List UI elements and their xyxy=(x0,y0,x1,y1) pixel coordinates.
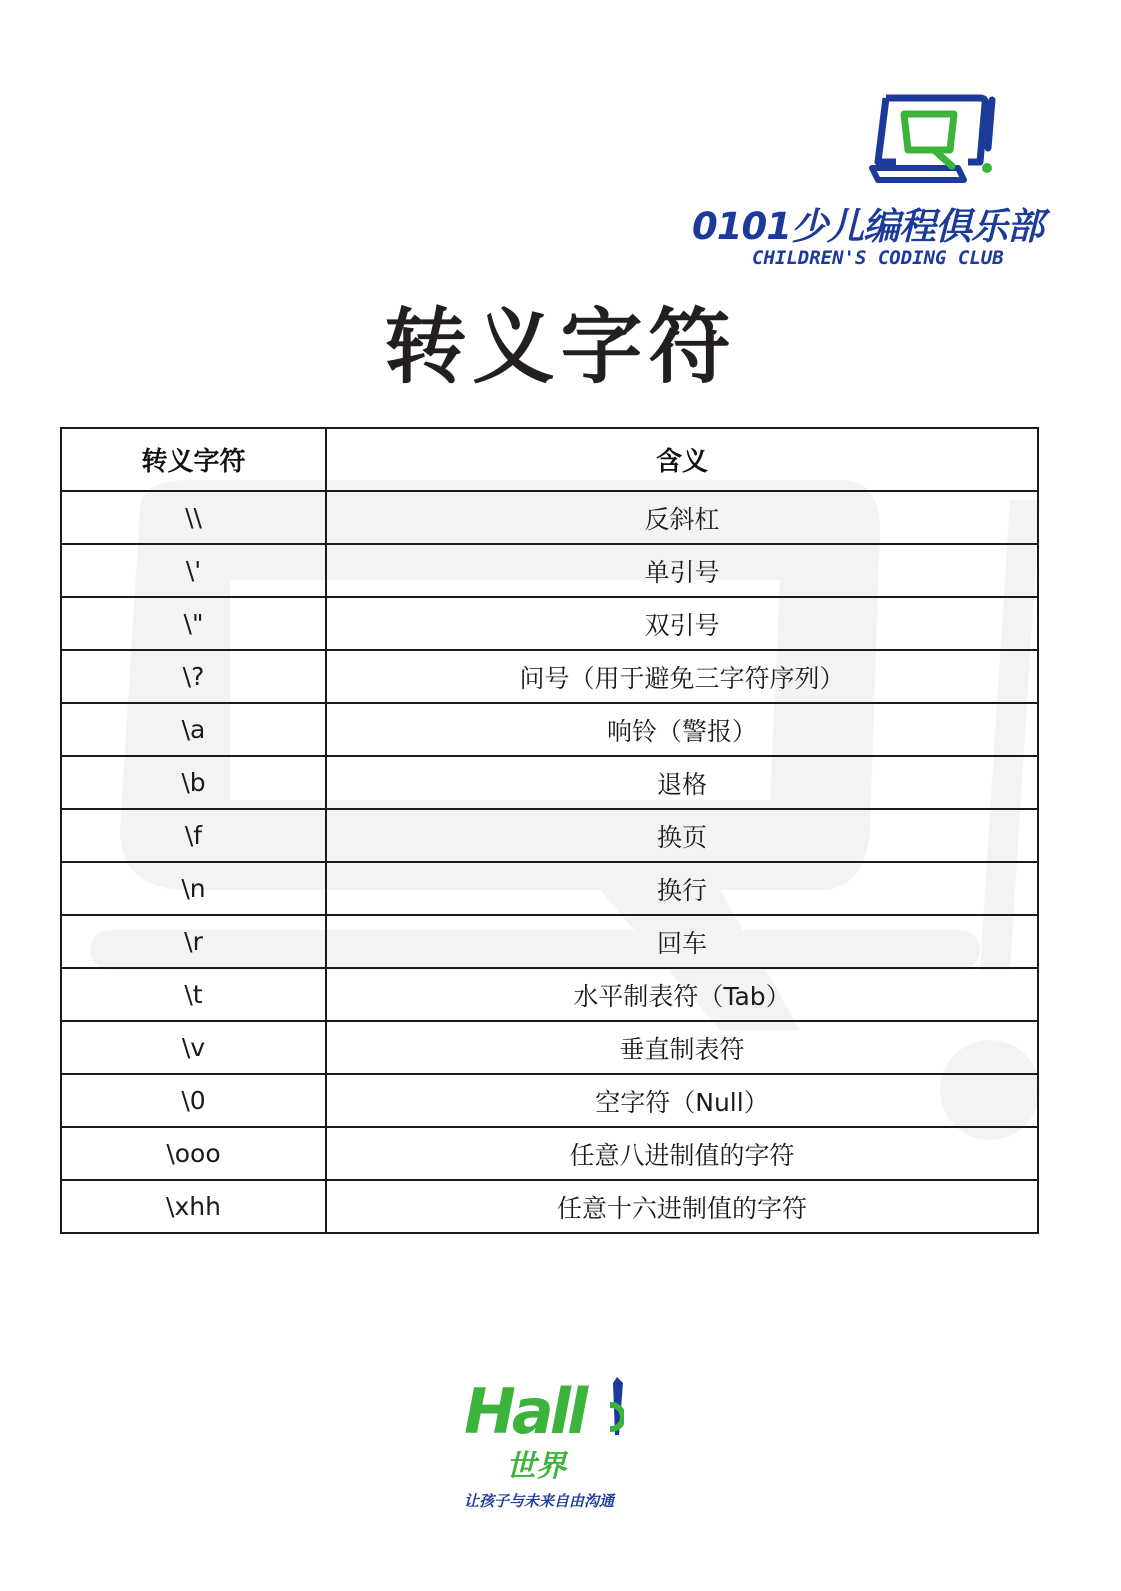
table-row xyxy=(61,809,1038,862)
escape-code-cell: \0 xyxy=(61,1074,326,1127)
meaning-cell: 任意八进制值的字符 xyxy=(326,1127,1038,1180)
column-header-code: 转义字符 xyxy=(61,428,326,491)
table-header-row xyxy=(61,428,1038,491)
escape-code-cell: \t xyxy=(61,968,326,1021)
meaning-cell: 问号（用于避免三字符序列） xyxy=(326,650,1038,703)
table-row xyxy=(61,1180,1038,1233)
escape-code-cell: \ooo xyxy=(61,1127,326,1180)
escape-code-cell: \b xyxy=(61,756,326,809)
table-row xyxy=(61,597,1038,650)
brand-cn: 世界 xyxy=(506,1449,566,1484)
escape-code-cell: \f xyxy=(61,809,326,862)
escape-code-cell: \n xyxy=(61,862,326,915)
brand-slogan: 让孩子与未来自由沟通 xyxy=(464,1492,615,1510)
escape-table xyxy=(60,427,1039,1234)
pen-icon xyxy=(610,1377,624,1441)
meaning-cell: 回车 xyxy=(326,915,1038,968)
meaning-cell: 单引号 xyxy=(326,544,1038,597)
table-row xyxy=(61,491,1038,544)
brand-word: Hall xyxy=(464,1375,585,1448)
table-row xyxy=(61,756,1038,809)
escape-code-cell: \' xyxy=(61,544,326,597)
club-name-cn: 0101少儿编程俱乐部 xyxy=(692,205,1043,248)
club-name-en: CHILDREN'S CODING CLUB xyxy=(752,247,1004,269)
meaning-cell: 换行 xyxy=(326,862,1038,915)
meaning-cell: 任意十六进制值的字符 xyxy=(326,1180,1038,1233)
escape-code-cell: \xhh xyxy=(61,1180,326,1233)
escape-code-cell: \r xyxy=(61,915,326,968)
meaning-cell: 垂直制表符 xyxy=(326,1021,1038,1074)
meaning-cell: 双引号 xyxy=(326,597,1038,650)
table-row xyxy=(61,968,1038,1021)
table-row xyxy=(61,1074,1038,1127)
table-row xyxy=(61,703,1038,756)
escape-code-cell: \? xyxy=(61,650,326,703)
escape-code-cell: \a xyxy=(61,703,326,756)
column-header-meaning: 含义 xyxy=(326,428,1038,491)
meaning-cell: 换页 xyxy=(326,809,1038,862)
escape-code-cell: \" xyxy=(61,597,326,650)
table-row xyxy=(61,1021,1038,1074)
table-row xyxy=(61,544,1038,597)
table-row xyxy=(61,915,1038,968)
chat-computer-icon xyxy=(868,92,998,187)
meaning-cell: 反斜杠 xyxy=(326,491,1038,544)
page-title: 转义字符 xyxy=(384,300,737,395)
meaning-cell: 水平制表符（Tab） xyxy=(326,968,1038,1021)
escape-code-cell: \v xyxy=(61,1021,326,1074)
table-row xyxy=(61,650,1038,703)
table-row xyxy=(61,862,1038,915)
meaning-cell: 退格 xyxy=(326,756,1038,809)
club-logo xyxy=(690,92,1043,282)
meaning-cell: 响铃（警报） xyxy=(326,703,1038,756)
brand-logo xyxy=(460,1375,660,1515)
table-row xyxy=(61,1127,1038,1180)
meaning-cell: 空字符（Null） xyxy=(326,1074,1038,1127)
escape-code-cell: \\ xyxy=(61,491,326,544)
